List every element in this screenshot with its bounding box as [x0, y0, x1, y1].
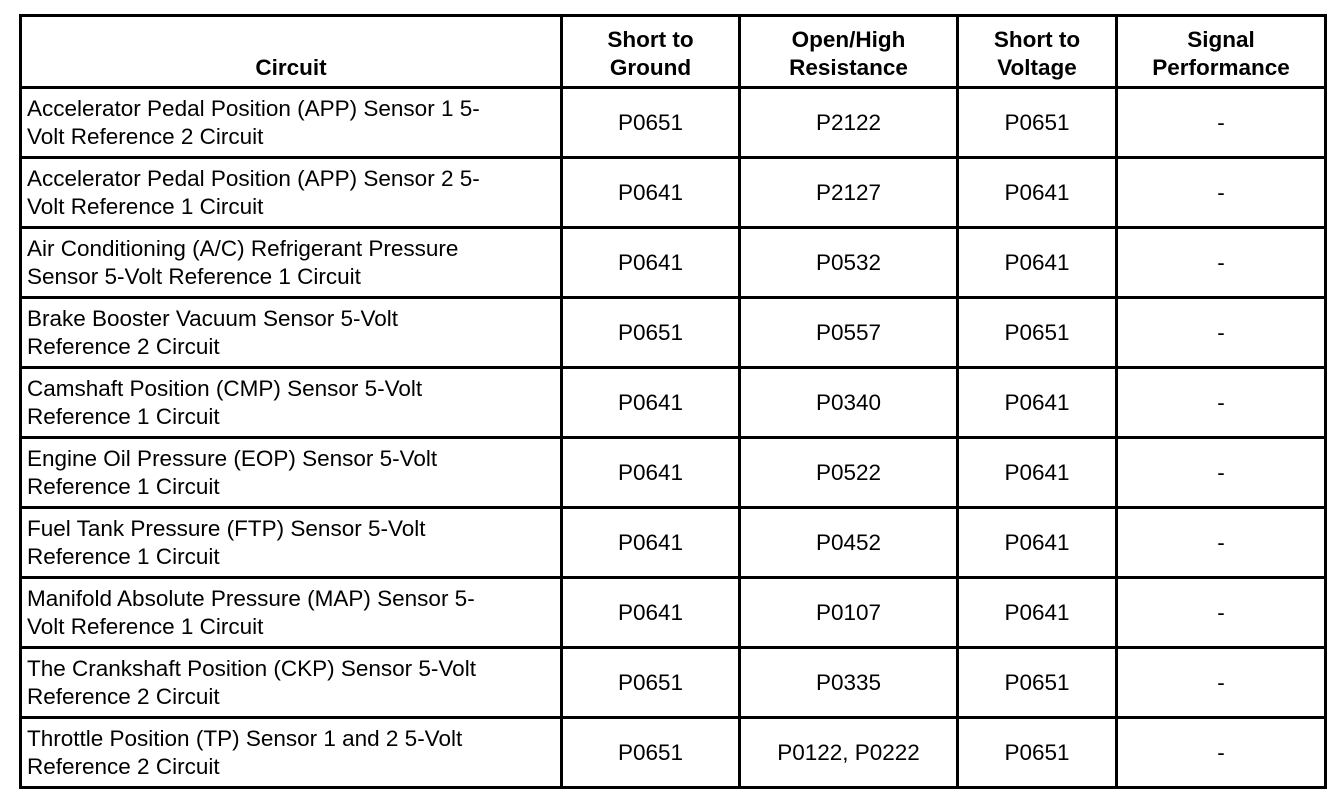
cell-short-to-voltage: P0641: [958, 508, 1117, 578]
header-short-to-ground: [562, 16, 740, 88]
cell-short-to-ground: P0641: [562, 368, 740, 438]
table-header: [21, 16, 1326, 88]
cell-circuit: [21, 508, 562, 578]
cell-short-to-ground: P0641: [562, 228, 740, 298]
cell-open-high-resistance: P0107: [740, 578, 958, 648]
cell-circuit: [21, 228, 562, 298]
cell-signal-performance: -: [1117, 158, 1326, 228]
table-row: [21, 298, 1326, 368]
cell-signal-performance: -: [1117, 298, 1326, 368]
dtc-circuit-table: [19, 14, 1327, 789]
circuit-line-1: Manifold Absolute Pressure (MAP) Sensor 5-: [27, 585, 475, 611]
circuit-line-2: Reference 1 Circuit: [27, 403, 220, 429]
cell-short-to-voltage: P0651: [958, 88, 1117, 158]
table-row: [21, 158, 1326, 228]
cell-short-to-voltage: P0641: [958, 158, 1117, 228]
circuit-line-1: Engine Oil Pressure (EOP) Sensor 5-Volt: [27, 445, 438, 471]
circuit-line-1: Accelerator Pedal Position (APP) Sensor 2 5-: [27, 165, 480, 191]
table-row: [21, 368, 1326, 438]
table-row: [21, 228, 1326, 298]
circuit-line-1: Throttle Position (TP) Sensor 1 and 2 5-Volt: [27, 725, 463, 751]
cell-signal-performance: -: [1117, 88, 1326, 158]
circuit-line-2: Reference 2 Circuit: [27, 683, 220, 709]
cell-short-to-voltage: P0651: [958, 298, 1117, 368]
header-short-to-voltage-line-1: Short to: [993, 27, 1081, 52]
cell-open-high-resistance: P0532: [740, 228, 958, 298]
circuit-line-1: Fuel Tank Pressure (FTP) Sensor 5-Volt: [27, 515, 426, 541]
cell-circuit: [21, 578, 562, 648]
cell-open-high-resistance: P2127: [740, 158, 958, 228]
header-signal-performance: [1117, 16, 1326, 88]
cell-short-to-ground: P0641: [562, 578, 740, 648]
cell-signal-performance: -: [1117, 718, 1326, 788]
cell-circuit: [21, 368, 562, 438]
header-short-to-voltage-line-2: Voltage: [997, 55, 1077, 80]
cell-open-high-resistance: P0452: [740, 508, 958, 578]
circuit-line-2: Reference 2 Circuit: [27, 333, 220, 359]
cell-short-to-voltage: P0641: [958, 578, 1117, 648]
header-circuit-line-1: Circuit: [255, 55, 327, 80]
header-circuit: [21, 16, 562, 88]
cell-signal-performance: -: [1117, 508, 1326, 578]
cell-open-high-resistance: P0122, P0222: [740, 718, 958, 788]
circuit-line-1: Camshaft Position (CMP) Sensor 5-Volt: [27, 375, 423, 401]
cell-circuit: [21, 158, 562, 228]
header-short-to-ground-line-2: Ground: [609, 55, 692, 80]
cell-short-to-ground: P0651: [562, 88, 740, 158]
circuit-line-2: Reference 1 Circuit: [27, 473, 220, 499]
header-short-to-ground-line-1: Short to: [607, 27, 694, 52]
circuit-line-1: Brake Booster Vacuum Sensor 5-Volt: [27, 305, 399, 331]
circuit-line-1: Air Conditioning (A/C) Refrigerant Pressure: [27, 235, 459, 261]
cell-open-high-resistance: P0340: [740, 368, 958, 438]
cell-short-to-ground: P0651: [562, 718, 740, 788]
cell-open-high-resistance: P2122: [740, 88, 958, 158]
cell-short-to-voltage: P0641: [958, 228, 1117, 298]
table-row: [21, 648, 1326, 718]
table-row: [21, 508, 1326, 578]
cell-circuit: [21, 648, 562, 718]
header-open-high-resistance: [740, 16, 958, 88]
table-row: [21, 438, 1326, 508]
header-short-to-voltage: [958, 16, 1117, 88]
cell-open-high-resistance: P0522: [740, 438, 958, 508]
cell-short-to-ground: P0641: [562, 158, 740, 228]
cell-signal-performance: -: [1117, 228, 1326, 298]
cell-short-to-ground: P0641: [562, 508, 740, 578]
header-open-high-resistance-line-2: Resistance: [789, 55, 908, 80]
circuit-line-1: Accelerator Pedal Position (APP) Sensor 1 5-: [27, 95, 480, 121]
header-open-high-resistance-line-1: Open/High: [791, 27, 906, 52]
cell-circuit: [21, 88, 562, 158]
cell-signal-performance: -: [1117, 438, 1326, 508]
header-signal-performance-line-2: Performance: [1152, 55, 1290, 80]
circuit-line-1: The Crankshaft Position (CKP) Sensor 5-Volt: [27, 655, 476, 681]
cell-short-to-voltage: P0651: [958, 718, 1117, 788]
cell-open-high-resistance: P0335: [740, 648, 958, 718]
cell-short-to-ground: P0641: [562, 438, 740, 508]
circuit-line-2: Sensor 5-Volt Reference 1 Circuit: [27, 263, 361, 289]
table-row: [21, 718, 1326, 788]
cell-circuit: [21, 298, 562, 368]
circuit-line-2: Reference 2 Circuit: [27, 753, 220, 779]
table-row: [21, 578, 1326, 648]
cell-short-to-ground: P0651: [562, 298, 740, 368]
circuit-line-2: Volt Reference 2 Circuit: [27, 123, 264, 149]
circuit-line-2: Volt Reference 1 Circuit: [27, 613, 264, 639]
circuit-line-2: Reference 1 Circuit: [27, 543, 220, 569]
cell-signal-performance: -: [1117, 578, 1326, 648]
cell-signal-performance: -: [1117, 368, 1326, 438]
cell-short-to-voltage: P0651: [958, 648, 1117, 718]
table-row: [21, 88, 1326, 158]
cell-short-to-voltage: P0641: [958, 438, 1117, 508]
cell-short-to-ground: P0651: [562, 648, 740, 718]
cell-signal-performance: -: [1117, 648, 1326, 718]
cell-open-high-resistance: P0557: [740, 298, 958, 368]
cell-circuit: [21, 438, 562, 508]
header-row: [21, 16, 1326, 88]
cell-circuit: [21, 718, 562, 788]
cell-short-to-voltage: P0641: [958, 368, 1117, 438]
table-body: [21, 88, 1326, 788]
circuit-line-2: Volt Reference 1 Circuit: [27, 193, 264, 219]
header-signal-performance-line-1: Signal: [1187, 27, 1255, 52]
